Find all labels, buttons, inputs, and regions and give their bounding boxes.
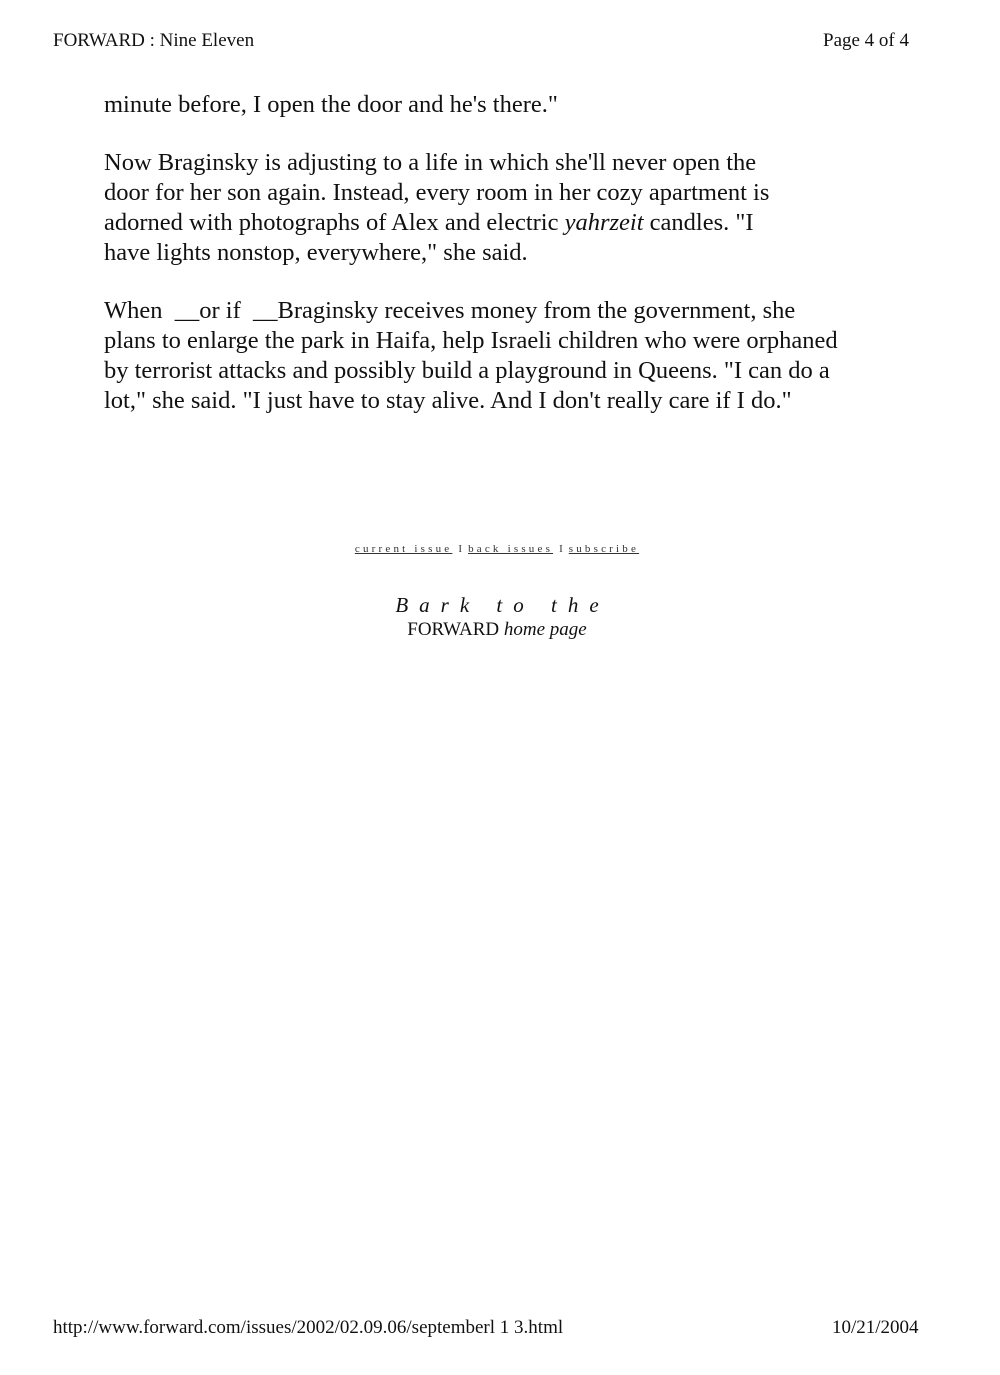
subscribe-link[interactable]: subscribe [568, 543, 640, 555]
paragraph-line: plans to enlarge the park in Haifa, help Israeli children who were orphaned [104, 327, 838, 354]
yahrzeit-term: yahrzeit [564, 209, 644, 236]
paragraph-line: Now Braginsky is adjusting to a life in which she'll never open the [104, 149, 757, 176]
back-to-text: Bark to the [395, 593, 610, 617]
paragraph-line: When __or if __Braginsky receives money from the government, she [104, 297, 796, 324]
current-issue-link[interactable]: current issue [354, 543, 453, 555]
paragraph-text: candles. "I [643, 209, 754, 236]
nav-separator: I [559, 543, 563, 555]
issue-navigation [0, 543, 994, 555]
print-header-page-number: Page 4 of 4 [823, 30, 910, 51]
nav-separator: I [458, 543, 463, 555]
article-body [104, 90, 904, 444]
article-paragraph-1: minute before, I open the door and he's there." [104, 91, 558, 118]
paragraph-line: by terrorist attacks and possibly build a playground in Queens. "I can do a [104, 357, 830, 384]
print-footer-url: http://www.forward.com/issues/2002/02.09.06/septemberl 1 3.html [53, 1317, 564, 1338]
article-paragraph-2 [104, 148, 904, 268]
paragraph-line: have lights nonstop, everywhere," she said. [104, 239, 528, 266]
paragraph-line: door for her son again. Instead, every room in her cozy apartment is [104, 179, 770, 206]
forward-name: FORWARD [407, 619, 500, 640]
back-to-home-link[interactable] [0, 593, 994, 642]
article-paragraph-3 [104, 296, 904, 416]
back-issues-link[interactable]: back issues [468, 543, 554, 555]
paragraph-line [104, 208, 904, 238]
forward-home-page-text [0, 618, 994, 642]
print-header-title: FORWARD : Nine Eleven [53, 30, 255, 51]
paragraph-text: adorned with photographs of Alex and electric [104, 209, 565, 236]
paragraph-line: lot," she said. "I just have to stay alive. And I don't really care if I do." [104, 387, 792, 414]
home-page-label: home page [503, 619, 587, 640]
print-footer-date: 10/21/2004 [832, 1317, 919, 1338]
